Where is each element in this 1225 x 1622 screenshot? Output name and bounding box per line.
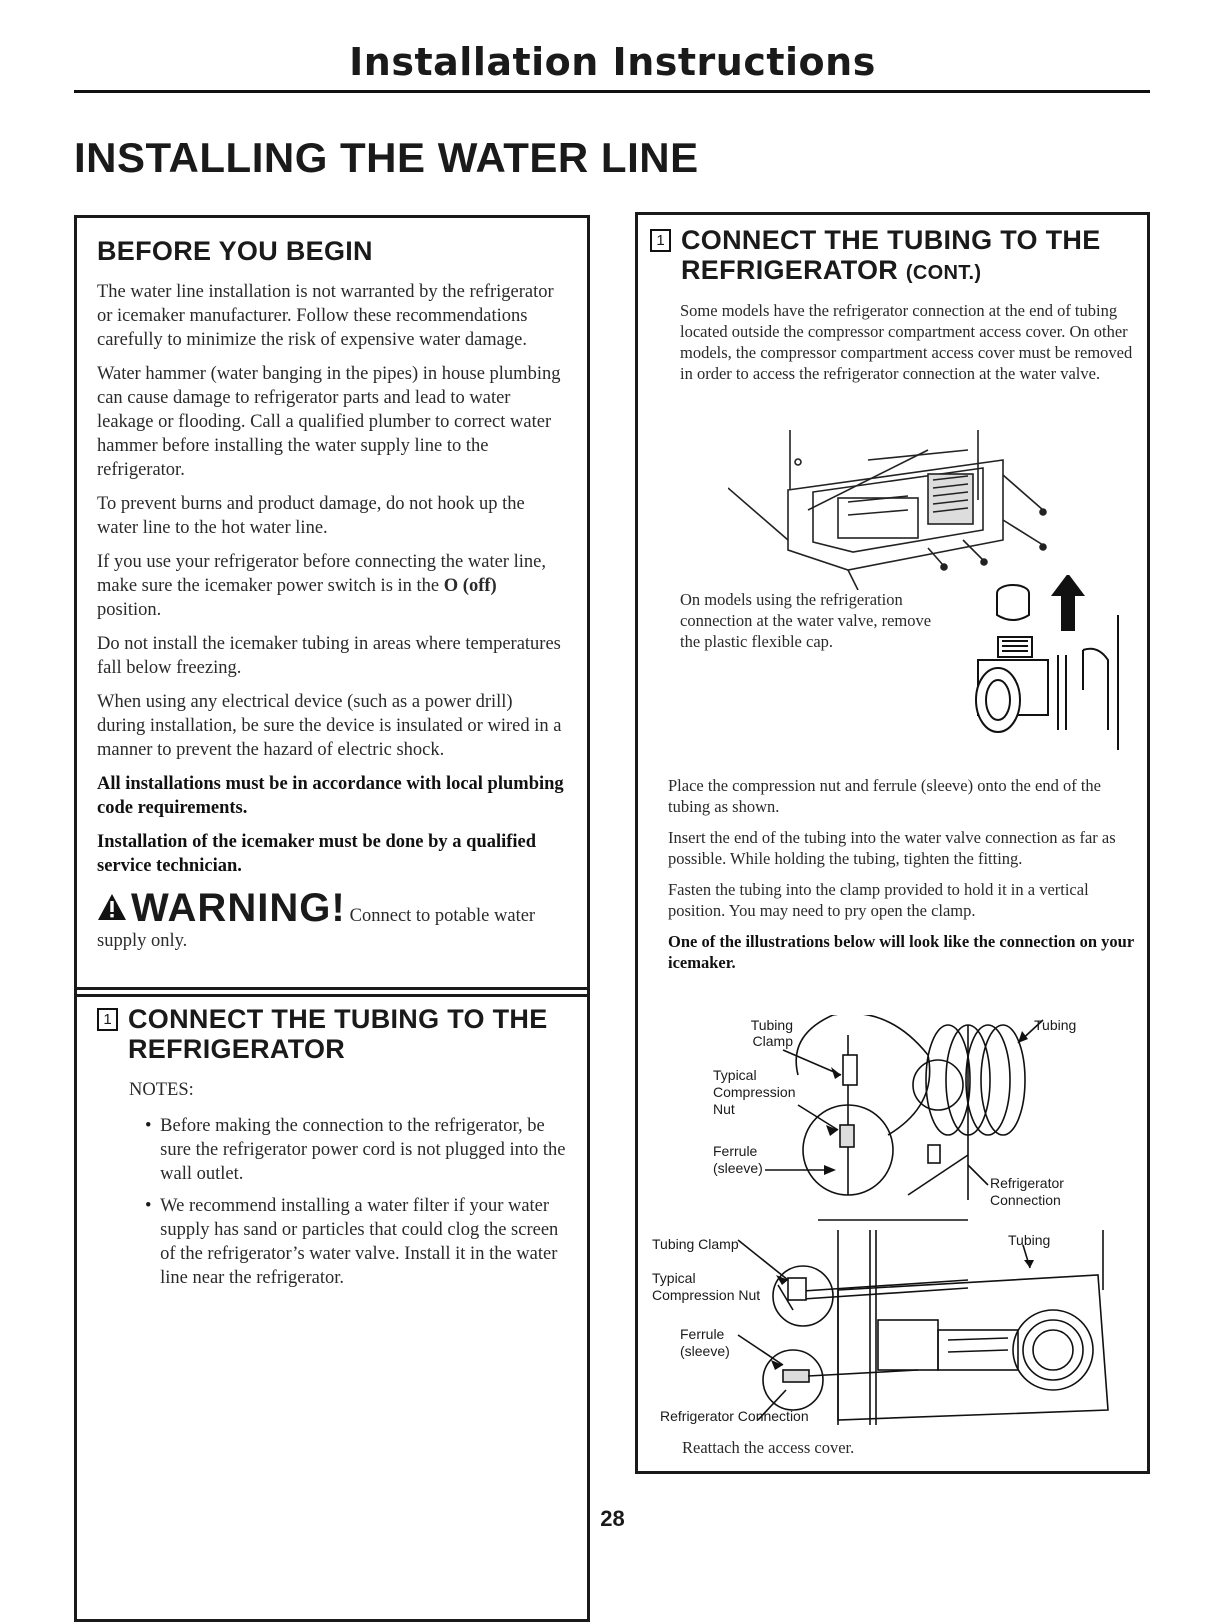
paragraph-intro: Some models have the refrigerator connection at the end of tubing located outside the compressor compartment access cover. On other models, the compressor compartment access cover must be removed in order to access the refrigerator connection at the water valve. bbox=[680, 301, 1133, 383]
paragraph-plumbing-code: All installations must be in accordance with local plumbing code requirements. bbox=[97, 774, 564, 818]
label-typical-nut-2: Typical Compression Nut bbox=[652, 1270, 761, 1303]
label-tubing-1: Tubing bbox=[1034, 1017, 1077, 1033]
step-number-badge: 1 bbox=[650, 229, 671, 252]
label-ferrule-1: Ferrule (sleeve) bbox=[713, 1143, 763, 1176]
label-refrigerator-connection-1: Refrigerator Connection bbox=[990, 1175, 1064, 1208]
label-refrigerator-connection-2: Refrigerator Connection bbox=[660, 1408, 809, 1424]
compressor-compartment-illustration bbox=[728, 430, 1058, 590]
label-tubing-2: Tubing bbox=[1008, 1232, 1051, 1248]
list-item: • We recommend installing a water filter if your water supply has sand or particles that could clog the screen of the refrigerator’s water valve. Install it in the water line near the refrigerator. bbox=[145, 1196, 559, 1288]
warning-icon bbox=[97, 893, 127, 926]
paragraph-water-hammer: Water hammer (water banging in the pipes) in house plumbing can cause damage to refrigerator parts and lead to water leakage or flooding. Call a qualified plumber to correct water hammer before installing the water supply line to the refrigerator. bbox=[97, 364, 561, 480]
connection-illustration-2 bbox=[638, 1230, 1153, 1430]
header-title: Installation Instructions bbox=[349, 40, 876, 84]
connect-tubing-cont-box bbox=[635, 212, 1150, 1474]
paragraph-technician: Installation of the icemaker must be done by a qualified service technician. bbox=[97, 832, 537, 876]
list-item: • Before making the connection to the refrigerator, be sure the refrigerator power cord is not plugged into the wall outlet. bbox=[145, 1116, 566, 1184]
label-typical-nut-1: Typical Compression Nut bbox=[713, 1067, 796, 1117]
paragraph-illustrations-note: One of the illustrations below will look like the connection on your icemaker. bbox=[668, 932, 1134, 972]
paragraph-reattach: Reattach the access cover. bbox=[682, 1438, 855, 1457]
paragraph-insert-tubing: Insert the end of the tubing into the water valve connection as far as possible. While holding the tubing, tighten the fitting. bbox=[668, 828, 1116, 868]
paragraph-cap: On models using the refrigeration connection at the water valve, remove the plastic flexible cap. bbox=[680, 590, 932, 651]
paragraph-electrical: When using any electrical device (such as a power drill) during installation, be sure the device is insulated or wired in a manner to prevent the hazard of electric shock. bbox=[97, 692, 562, 760]
connect-tubing-cont-title: CONNECT THE TUBING TO THE REFRIGERATOR (CONT.) bbox=[681, 225, 1101, 285]
water-valve-cap-illustration bbox=[958, 575, 1128, 755]
before-you-begin-box bbox=[74, 215, 590, 997]
page-heading: INSTALLING THE WATER LINE bbox=[74, 134, 699, 181]
warning-text: Connect to potable water supply only. bbox=[97, 906, 536, 951]
header-rule bbox=[74, 90, 1150, 93]
paragraph-hot-water: To prevent burns and product damage, do not hook up the water line to the hot water line. bbox=[97, 494, 525, 538]
before-you-begin-title: BEFORE YOU BEGIN bbox=[97, 236, 373, 266]
paragraph-fasten-tubing: Fasten the tubing into the clamp provided to hold it in a vertical position. You may need to pry open the clamp. bbox=[668, 880, 1089, 920]
label-tubing-clamp-1: Tubing Clamp bbox=[750, 1017, 793, 1049]
notes-list bbox=[145, 1114, 567, 1290]
warning-word: WARNING! bbox=[131, 886, 346, 930]
connection-illustration-1 bbox=[638, 1015, 1153, 1225]
label-tubing-clamp-2: Tubing Clamp bbox=[652, 1236, 739, 1252]
warning-block bbox=[97, 886, 565, 952]
page-number: 28 bbox=[600, 1506, 625, 1531]
paragraph-warranty: The water line installation is not warranted by the refrigerator or icemaker manufacturer. Follow these recommendations carefully to minimize the risk of expensive water damage. bbox=[97, 282, 554, 350]
step-number-badge: 1 bbox=[97, 1008, 118, 1031]
paragraph-freezing: Do not install the icemaker tubing in areas where temperatures fall below freezing. bbox=[97, 634, 561, 678]
notes-label: NOTES: bbox=[129, 1080, 194, 1100]
paragraph-compression-nut: Place the compression nut and ferrule (sleeve) onto the end of the tubing as shown. bbox=[668, 776, 1101, 816]
connect-tubing-title: CONNECT THE TUBING TO THE REFRIGERATOR bbox=[128, 1004, 548, 1064]
label-ferrule-2: Ferrule (sleeve) bbox=[680, 1326, 730, 1359]
paragraph-icemaker-switch: If you use your refrigerator before connecting the water line, make sure the icemaker power switch is in the O (off) position. bbox=[97, 552, 546, 620]
